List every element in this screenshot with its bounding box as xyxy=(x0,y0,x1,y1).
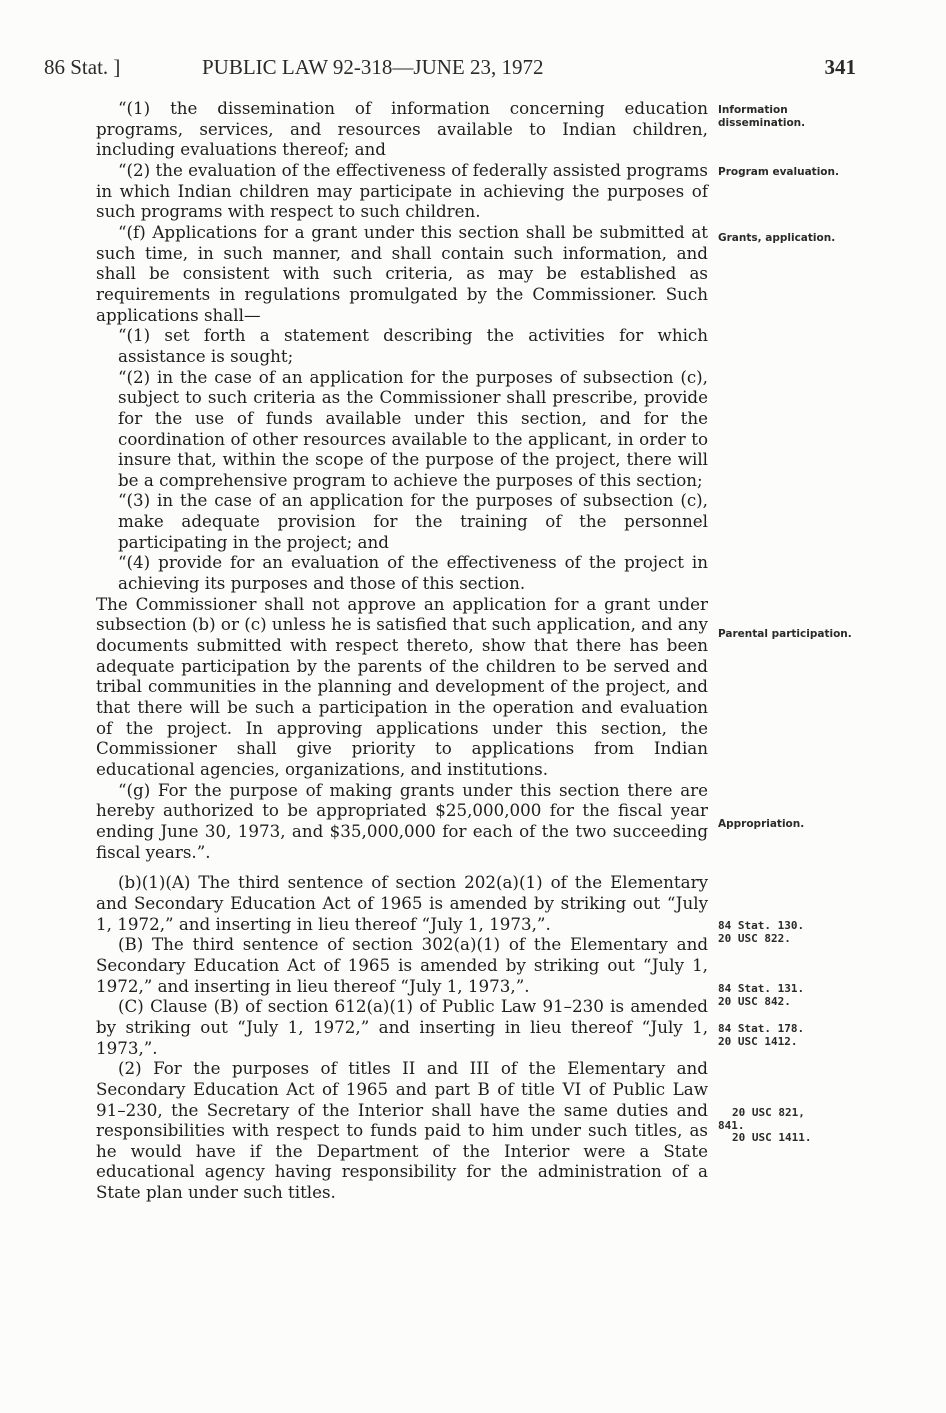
cite-usc-cont: 841. xyxy=(718,1118,745,1132)
margin-cite-1 xyxy=(718,920,858,945)
clause-e-1: “(1) the dissemination of information concerning education programs, services, and resources available to Indian children, including evaluations thereof; and xyxy=(96,98,708,160)
margin-note-grants-application: Grants, application. xyxy=(718,232,836,244)
clause-e-2: “(2) the evaluation of the effectiveness of federally assisted programs in which Indian children may participate in achieving the purposes of such programs with respect to such children. xyxy=(96,159,708,222)
cite-usc: 20 USC 1412. xyxy=(718,1034,798,1048)
clause-f-1: “(1) set forth a statement describing the activities for which assistance is sought; xyxy=(118,325,708,366)
margin-note-program-evaluation: Program evaluation. xyxy=(718,166,839,178)
amendment-b1c: (C) Clause (B) of section 612(a)(1) of Public Law 91–230 is amended by striking out “July 1, 1972,” and inserting in lieu thereof “July 1, 1973,”. xyxy=(96,996,708,1058)
amendment-b1a: (b)(1)(A) The third sentence of section 202(a)(1) of the Elementary and Secondary Education Act of 1965 is amended by striking out “July 1, 1972,” and inserting in lieu thereof “July 1, 1973,”. xyxy=(96,872,708,934)
margin-note-appropriation: Appropriation. xyxy=(718,818,805,830)
amendment-b2: (2) For the purposes of titles II and III of the Elementary and Secondary Education Act of 1965 and part B of title VI of Public Law 91–230, the Secretary of the Interior shall have the same duties and responsibilities with respect to funds paid to him under such titles, as he would have if the Department of the Interior were a State educational agency having responsibility for the administration of a State plan under such titles. xyxy=(96,1058,708,1203)
cite-usc: 20 USC 822. xyxy=(718,931,791,945)
margin-cite-3 xyxy=(718,1023,858,1048)
volume-ref: 86 Stat. ] xyxy=(44,55,121,79)
clause-f-2: “(2) in the case of an application for the purposes of subsection (c), subject to such criteria as the Commissioner shall prescribe, provide for the use of funds available under this section, and for the coordination of other resources available to the applicant, in order to insure that, within the scope of the purpose of the project, there will be a comprehensive program to achieve the purposes of this section; xyxy=(118,366,708,490)
page-number: 341 xyxy=(824,55,856,79)
cite-usc: 20 USC 1411. xyxy=(732,1131,812,1144)
subsection-f: “(f) Applications for a grant under this section shall be submitted at such time, in such manner, and shall contain such information, and shall be consistent with such criteria, as may be established as requirements in regulations promulgated by the Commissioner. Such applications shall— xyxy=(96,221,708,325)
running-header xyxy=(44,55,856,81)
margin-cite-4 xyxy=(718,1107,858,1145)
law-title: PUBLIC LAW 92-318—JUNE 23, 1972 xyxy=(202,55,544,79)
cite-stat: 84 Stat. 130. xyxy=(718,919,805,932)
amendment-b1b: (B) The third sentence of section 302(a)(1) of the Elementary and Secondary Education Act of 1965 is amended by striking out “July 1, 1972,” and inserting in lieu thereof “July 1, 1973,”. xyxy=(96,934,708,996)
cite-stat: 84 Stat. 131. xyxy=(718,982,805,995)
cite-usc: 20 USC 842. xyxy=(718,994,791,1008)
body-text xyxy=(96,98,708,1203)
clause-f-3: “(3) in the case of an application for the purposes of subsection (c), make adequate provision for the training of the personnel participating in the project; and xyxy=(118,490,708,552)
subsection-g: “(g) For the purpose of making grants under this section there are hereby authorized to be appropriated $25,000,000 for the fiscal year ending June 30, 1973, and $35,000,000 for each of the two succeeding fiscal years.”. xyxy=(96,779,708,862)
clause-f-4: “(4) provide for an evaluation of the effectiveness of the project in achieving its purposes and those of this section. xyxy=(118,552,708,594)
margin-note-info-dissemination: Information dissemination. xyxy=(718,104,806,129)
margin-note-parental-participation: Parental participation. xyxy=(718,628,852,640)
commissioner-paragraph: The Commissioner shall not approve an application for a grant under subsection (b) or (c) unless he is satisfied that such application, and any documents submitted with respect thereto, show that there has been adequate participation by the parents of the children to be served and tribal communities in the planning and development of the project, and that there will be such a participation in the operation and evaluation of the project. In approving applications under this section, the Commissioner shall give priority to applications from Indian educational agencies, organizations, and institutions. xyxy=(96,593,708,779)
margin-cite-2 xyxy=(718,983,858,1008)
cite-stat: 84 Stat. 178. xyxy=(718,1022,805,1035)
cite-usc: 20 USC 821, xyxy=(732,1106,805,1119)
